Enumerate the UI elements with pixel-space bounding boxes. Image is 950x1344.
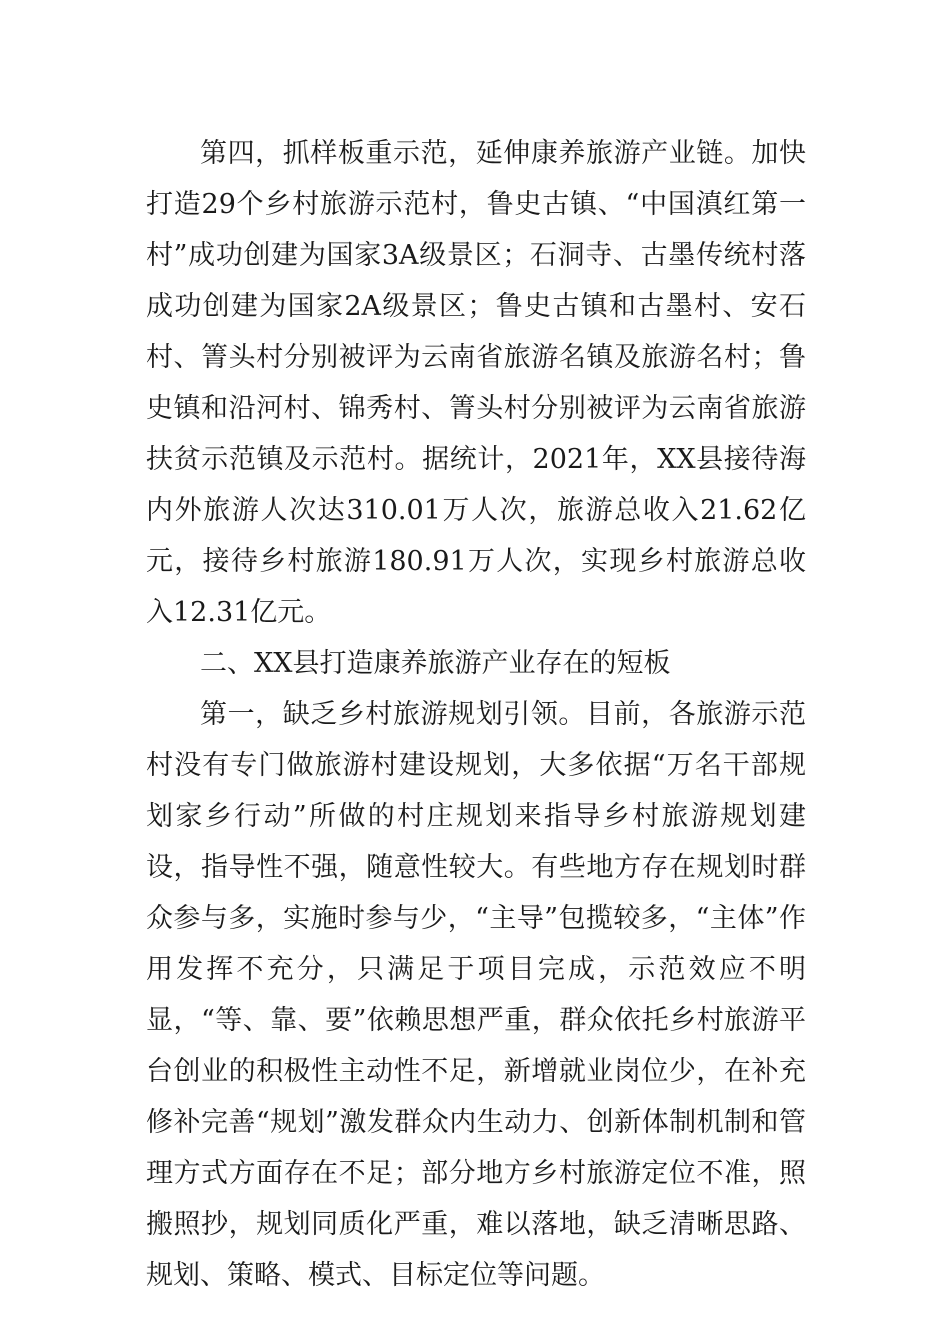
section-heading: 二、XX县打造康养旅游产业存在的短板	[200, 648, 671, 679]
document-body	[146, 128, 806, 1301]
paragraph-section-four: 第四，抓样板重示范，延伸康养旅游产业链。加快打造29个乡村旅游示范村，鲁史古镇、“中国滇红第一村”成功创建为国家3A级景区；石洞寺、古墨传统村落成功创建为国家2A级景区；鲁史古镇和古墨村、安石村、箐头村分别被评为云南省旅游名镇及旅游名村；鲁史镇和沿河村、锦秀村、箐头村分别被评为云南省旅游扶贫示范镇及示范村。据统计，2021年，XX县接待海内外旅游人次达310.01万人次，旅游总收入21.62亿元，接待乡村旅游180.91万人次，实现乡村旅游总收入12.31亿元。	[146, 138, 806, 628]
paragraph-point-one: 第一，缺乏乡村旅游规划引领。目前，各旅游示范村没有专门做旅游村建设规划，大多依据“万名干部规划家乡行动”所做的村庄规划来指导乡村旅游规划建设，指导性不强，随意性较大。有些地方存在规划时群众参与多，实施时参与少，“主导”包揽较多，“主体”作用发挥不充分，只满足于项目完成，示范效应不明显，“等、靠、要”依赖思想严重，群众依托乡村旅游平台创业的积极性主动性不足，新增就业岗位少，在补充修补完善“规划”激发群众内生动力、创新体制机制和管理方式方面存在不足；部分地方乡村旅游定位不准，照搬照抄，规划同质化严重，难以落地，缺乏清晰思路、规划、策略、模式、目标定位等问题。	[146, 699, 806, 1291]
